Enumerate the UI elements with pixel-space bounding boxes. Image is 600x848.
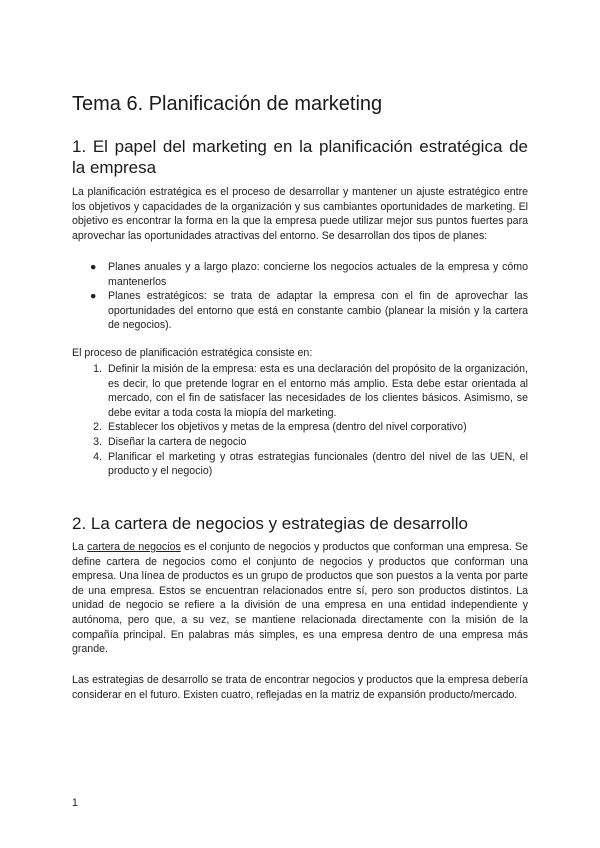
list-item: 1. Definir la misión de la empresa: esta es una declaración del propósito de la organización, es decir, lo que pretende lograr en el entorno más amplio. Esta debe estar orientada al mercado, con el fin de satisfacer las necesidades de los clientes básicos. Asimismo, se debe evitar a toda costa la miopía del marketing.: [93, 363, 528, 419]
list-item: 2. Establecer los objetivos y metas de la empresa (dentro del nivel corporativo): [93, 421, 467, 434]
list-item: 4. Planificar el marketing y otras estrategias funcionales (dentro del nivel de las UEN, el producto y el negocio): [93, 450, 528, 478]
list-item: ● Planes anuales y a largo plazo: concierne los negocios actuales de la empresa y cómo mantenerlos: [90, 261, 528, 288]
list-item: ● Planes estratégicos: se trata de adaptar la empresa con el fin de aprovechar las oportunidades del entorno que está en constante cambio (planear la misión y la cartera de negocios).: [90, 290, 528, 332]
bullet-icon: ●: [90, 290, 97, 303]
section-2-paragraph-2: Las estrategias de desarrollo se trata de encontrar negocios y productos que la empresa debería considerar en el futuro. Existen cuatro, reflejadas en la matriz de expansión producto/mercado.: [72, 674, 528, 701]
section-1-intro: La planificación estratégica es el proceso de desarrollar y mantener un ajuste estratégico entre los objetivos y capacidades de la organización y sus cambiantes oportunidades de marketing. El objetivo es encontrar la forma en la que la empresa puede utilizar mejor sus puntos fuertes para aprovechar las oportunidades atractivas del entorno. Se desarrollan dos tipos de planes:: [72, 186, 528, 242]
plan-types-list: [72, 260, 528, 333]
process-steps-list: [72, 362, 528, 479]
section-2-heading: 2. La cartera de negocios y estrategias de desarrollo: [72, 514, 468, 533]
section-2-paragraph-1: La cartera de negocios es el conjunto de negocios y productos que conforman una empresa. Se define cartera de negocios como el conjunto de negocios y productos que conforman una empresa. Una línea de productos es un grupo de productos que son puestos a la venta por parte de una empresa. Estos se encuentran relacionados entre sí, pero son productos distintos. La unidad de negocio se refiere a la división de una empresa en una entidad independiente y autónoma, pero que, a su vez, se mantiene relacionada directamente con la misión de la compañía principal. En palabras más simples, es una empresa dentro de una empresa más grande.: [72, 541, 528, 656]
document-title: Tema 6. Planificación de marketing: [72, 93, 383, 115]
section-1-heading: 1. El papel del marketing en la planificación estratégica de la empresa: [72, 137, 528, 177]
process-intro: El proceso de planificación estratégica consiste en:: [72, 347, 313, 359]
list-item: 3. Diseñar la cartera de negocio: [93, 435, 247, 448]
bullet-icon: ●: [90, 261, 97, 273]
page-number: 1: [72, 797, 78, 809]
cartera-de-negocios-link[interactable]: cartera de negocios: [87, 541, 181, 553]
